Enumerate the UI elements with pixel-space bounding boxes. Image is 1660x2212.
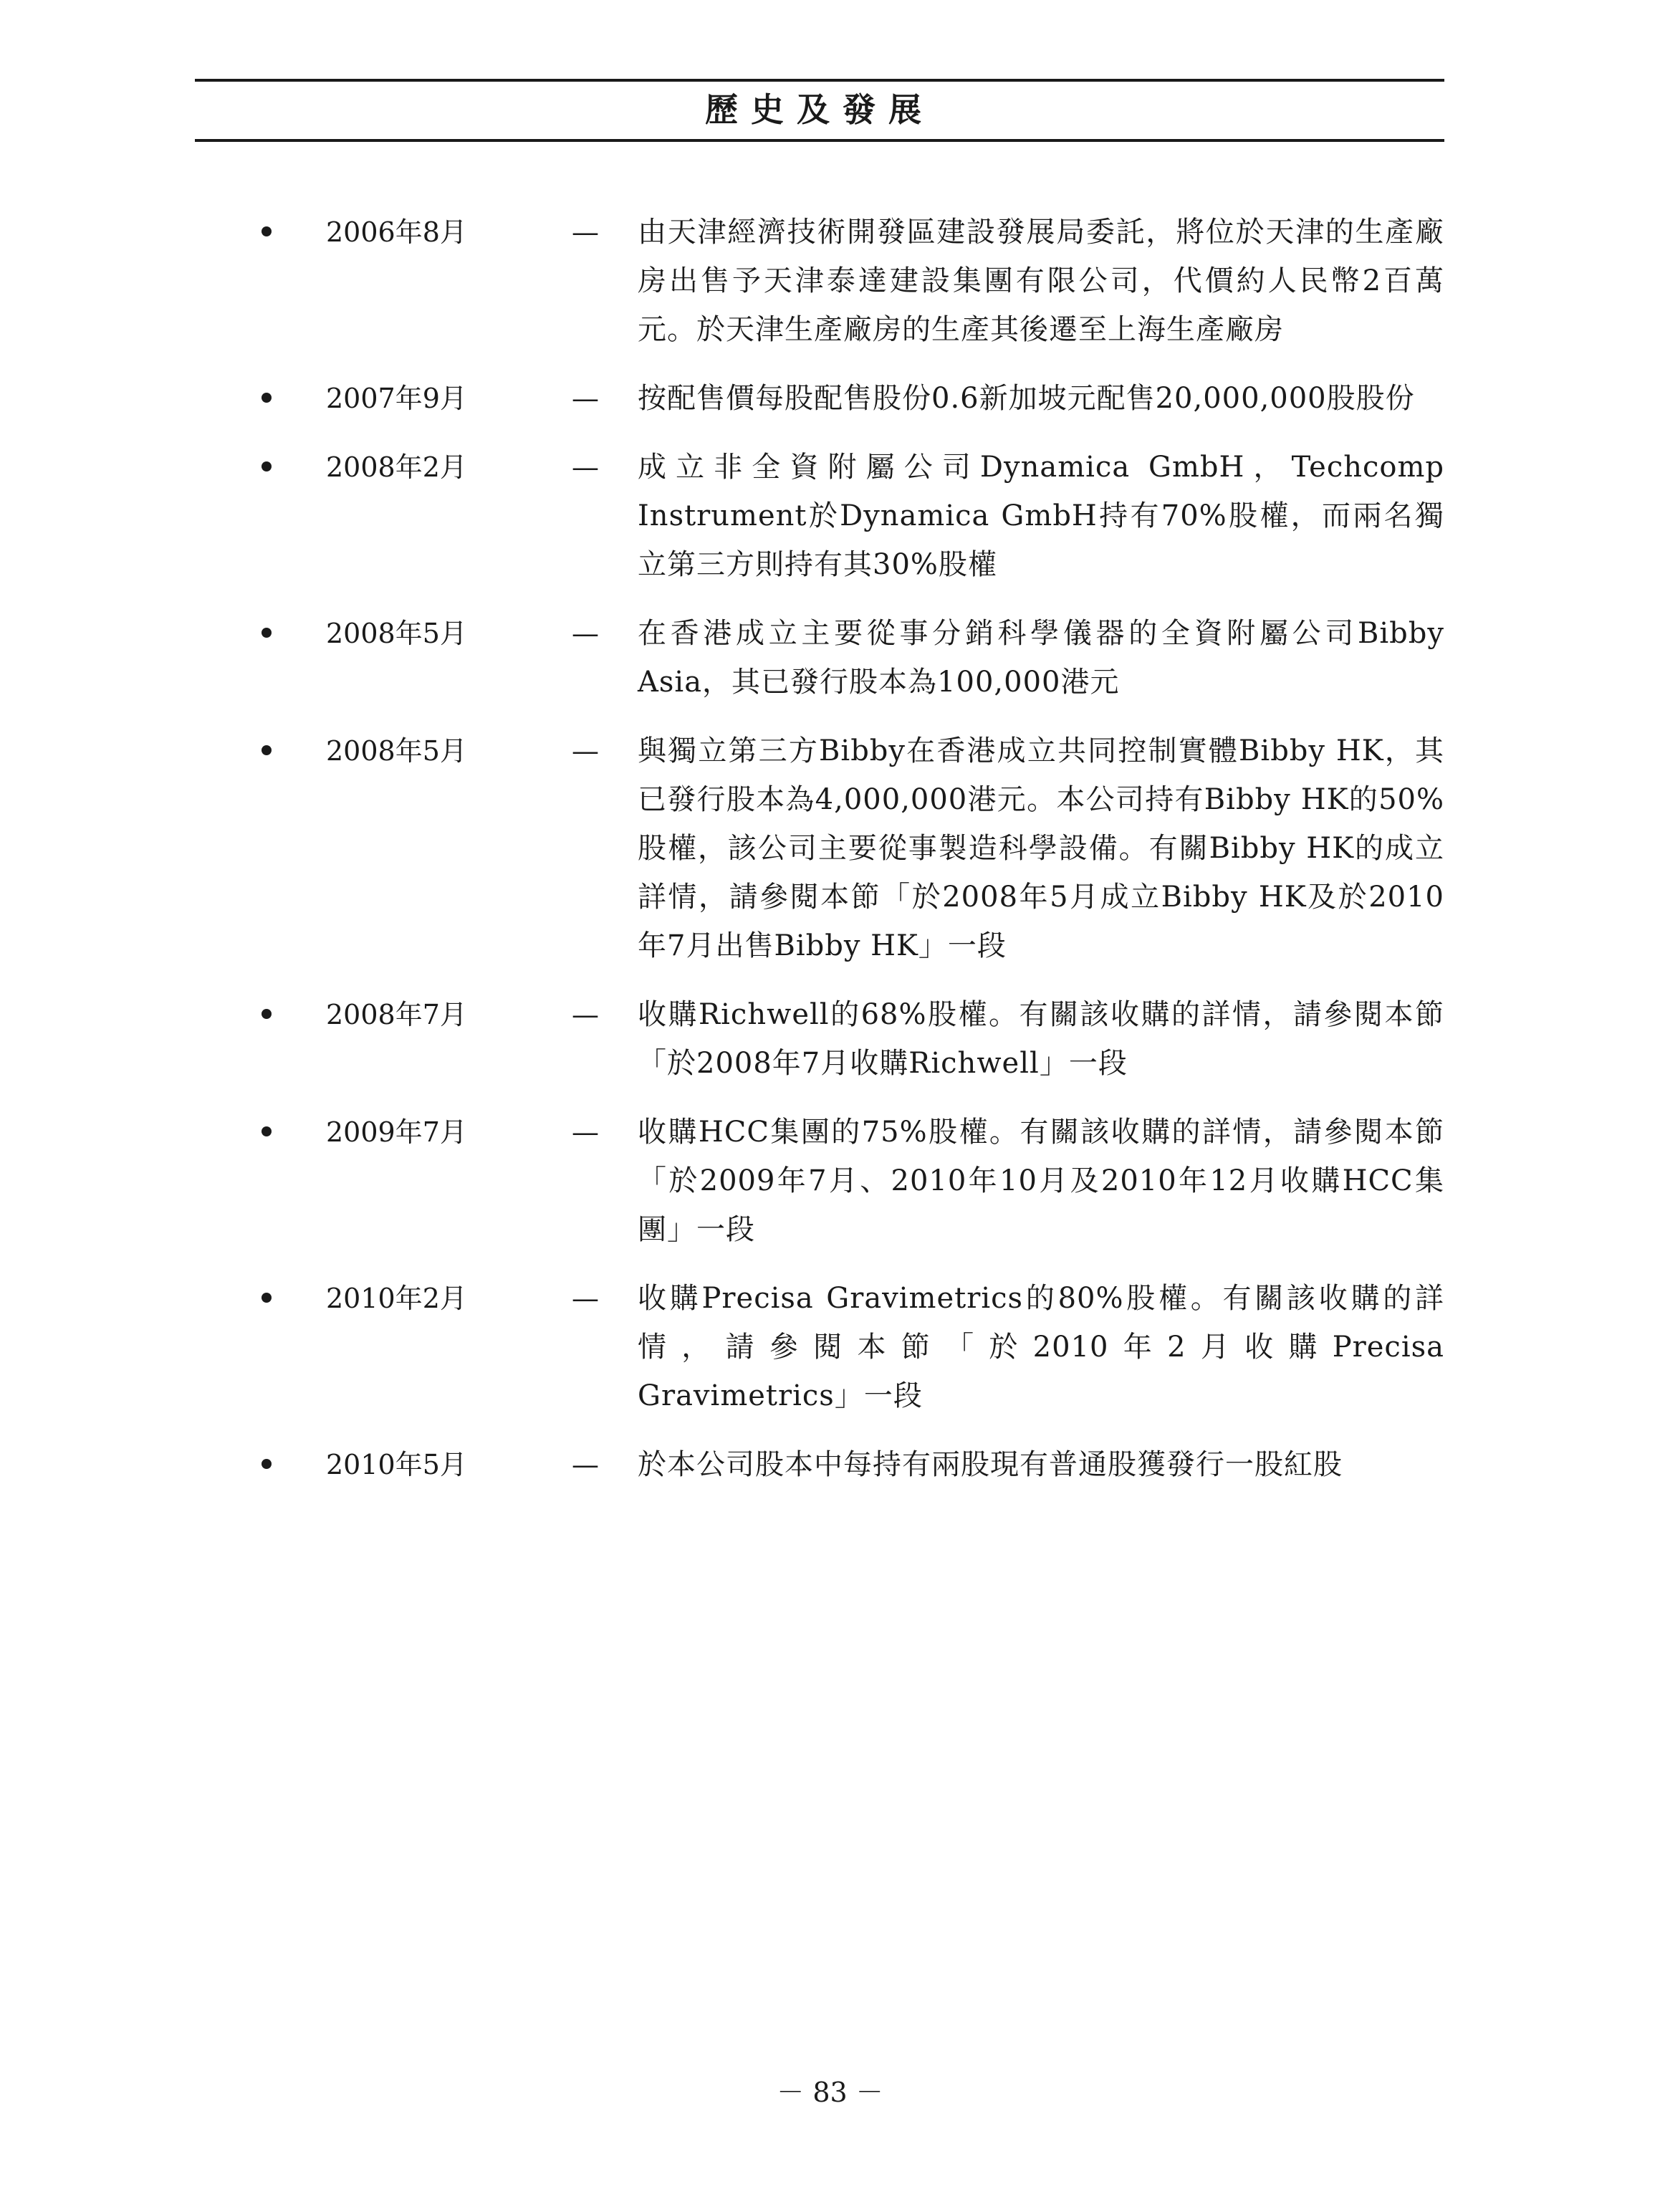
entry-dash: — — [572, 1449, 599, 1480]
bullet-icon — [262, 393, 272, 403]
entry-description: 收購HCC集團的75%股權。有關該收購的詳情，請參閱本節「於2009年7月、2010年10月及2010年12月收購HCC集團」一段 — [638, 1116, 1444, 1246]
timeline-entry — [0, 208, 1660, 354]
entry-date: 2008年7月 — [326, 999, 467, 1030]
timeline-entry — [0, 1274, 1660, 1420]
entry-dash: — — [572, 1283, 599, 1314]
timeline-entry — [0, 609, 1660, 707]
timeline-list — [0, 208, 1660, 1509]
entry-date: 2008年2月 — [326, 451, 467, 483]
bullet-icon — [262, 1126, 272, 1136]
bullet-icon — [262, 226, 272, 236]
entry-description: 與獨立第三方Bibby在香港成立共同控制實體Bibby HK，其已發行股本為4,000,000港元。本公司持有Bibby HK的50%股權，該公司主要從事製造科學設備。有關Bibby HK的成立詳情，請參閱本節「於2008年5月成立Bibby HK及於2010年7月出售Bibby HK」一段 — [638, 734, 1444, 962]
entry-dash: — — [572, 735, 599, 767]
bullet-icon — [262, 1459, 272, 1469]
timeline-entry — [0, 1440, 1660, 1489]
header-top-rule — [195, 79, 1444, 82]
page-title: 歷史及發展 — [705, 90, 934, 129]
page-number: － 83 － — [777, 2077, 883, 2108]
entry-date: 2010年2月 — [326, 1283, 467, 1314]
entry-description: 收購Precisa Gravimetrics的80%股權。有關該收購的詳情，請參閱本節「於2010年2月收購Precisa Gravimetrics」一段 — [638, 1282, 1444, 1412]
entry-dash: — — [572, 383, 599, 414]
entry-description: 由天津經濟技術開發區建設發展局委託，將位於天津的生產廠房出售予天津泰達建設集團有限公司，代價約人民幣2百萬元。於天津生產廠房的生產其後遷至上海生產廠房 — [638, 216, 1444, 346]
timeline-entry — [0, 727, 1660, 970]
entry-description: 收購Richwell的68%股權。有關該收購的詳情，請參閱本節「於2008年7月收購Richwell」一段 — [638, 998, 1444, 1080]
entry-dash: — — [572, 618, 599, 649]
entry-dash: — — [572, 1116, 599, 1148]
entry-dash: — — [572, 451, 599, 483]
bullet-icon — [262, 745, 272, 755]
timeline-entry — [0, 1108, 1660, 1254]
bullet-icon — [262, 461, 272, 471]
entry-dash: — — [572, 999, 599, 1030]
entry-description: 在香港成立主要從事分銷科學儀器的全資附屬公司Bibby Asia，其已發行股本為100,000港元 — [638, 617, 1444, 699]
entry-date: 2008年5月 — [326, 735, 467, 767]
entry-dash: — — [572, 216, 599, 248]
entry-date: 2009年7月 — [326, 1116, 467, 1148]
entry-description: 成立非全資附屬公司Dynamica GmbH，Techcomp Instrument於Dynamica GmbH持有70%股權，而兩名獨立第三方則持有其30%股權 — [638, 451, 1444, 581]
timeline-entry — [0, 443, 1660, 589]
entry-description: 於本公司股本中每持有兩股現有普通股獲發行一股紅股 — [638, 1448, 1343, 1481]
bullet-icon — [262, 1293, 272, 1303]
timeline-entry — [0, 990, 1660, 1088]
entry-date: 2008年5月 — [326, 618, 467, 649]
timeline-entry — [0, 374, 1660, 423]
entry-date: 2010年5月 — [326, 1449, 467, 1480]
entry-description: 按配售價每股配售股份0.6新加坡元配售20,000,000股股份 — [638, 382, 1415, 415]
bullet-icon — [262, 1009, 272, 1019]
entry-date: 2006年8月 — [326, 216, 467, 248]
bullet-icon — [262, 628, 272, 638]
entry-date: 2007年9月 — [326, 383, 467, 414]
header-bottom-rule — [195, 139, 1444, 142]
